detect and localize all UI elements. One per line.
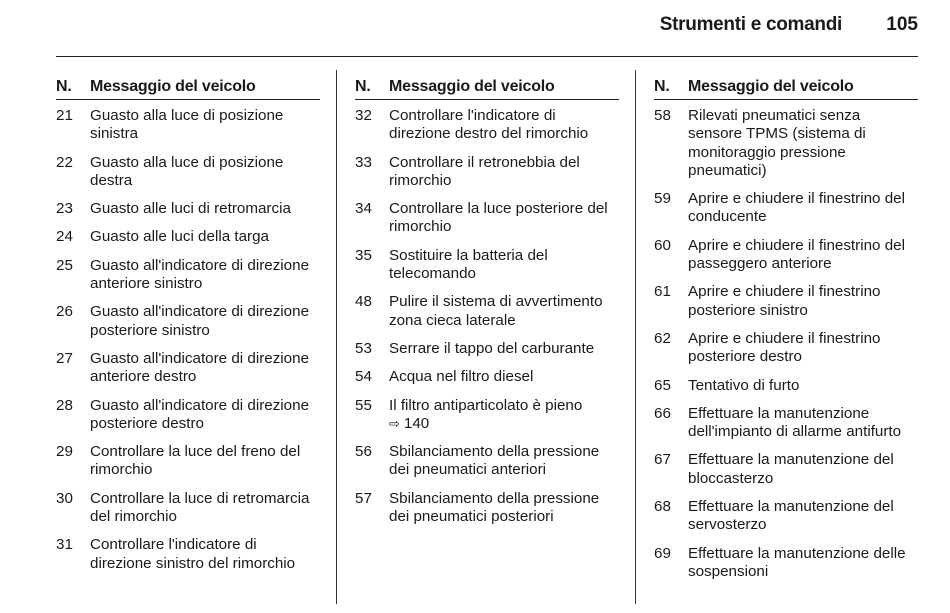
table-row bbox=[355, 340, 619, 358]
message-label: Effettuare la manutenzione delle sospensioni bbox=[688, 544, 906, 580]
message-label: Controllare la luce del freno del rimorchio bbox=[90, 443, 301, 479]
message-text bbox=[389, 154, 619, 191]
table-row bbox=[654, 498, 918, 535]
header-divider bbox=[56, 56, 918, 57]
message-text bbox=[389, 443, 619, 480]
message-text bbox=[688, 190, 918, 227]
table-body bbox=[654, 107, 918, 581]
message-number: 59 bbox=[654, 190, 671, 208]
table-row bbox=[355, 293, 619, 330]
table-row bbox=[654, 545, 918, 582]
message-label: Aprire e chiudere il finestrino posteriore destro bbox=[688, 329, 881, 366]
message-label: Il filtro antiparticolato è pieno bbox=[389, 396, 583, 414]
message-number: 33 bbox=[355, 153, 372, 171]
page-reference-number: 140 bbox=[403, 414, 430, 432]
message-label: Guasto alle luci di retromarcia bbox=[90, 200, 291, 218]
table-body bbox=[355, 107, 619, 526]
message-label: Guasto alla luce di posizione sinistra bbox=[90, 107, 284, 143]
message-text bbox=[90, 397, 320, 434]
message-text bbox=[688, 405, 918, 442]
table-row bbox=[654, 107, 918, 180]
message-number: 24 bbox=[56, 228, 73, 246]
table-row bbox=[355, 200, 619, 237]
message-text bbox=[688, 377, 918, 395]
message-label: Acqua nel filtro diesel bbox=[389, 368, 534, 386]
message-number: 35 bbox=[355, 246, 372, 264]
table-row bbox=[654, 405, 918, 442]
table-row bbox=[654, 451, 918, 488]
message-number: 22 bbox=[56, 153, 73, 171]
message-text bbox=[90, 257, 320, 294]
message-number: 57 bbox=[355, 489, 372, 507]
message-number: 60 bbox=[654, 236, 671, 254]
message-text bbox=[90, 350, 320, 387]
message-number: 28 bbox=[56, 396, 73, 414]
message-table-column-3 bbox=[654, 76, 918, 591]
message-text bbox=[389, 293, 619, 330]
message-label: Guasto alle luci della targa bbox=[90, 228, 269, 246]
message-number: 29 bbox=[56, 443, 73, 461]
table-row bbox=[654, 190, 918, 227]
message-number: 31 bbox=[56, 536, 73, 554]
message-label: Guasto alla luce di posizione destra bbox=[90, 153, 284, 189]
message-label: Tentativo di furto bbox=[688, 376, 800, 394]
message-label: Aprire e chiudere il finestrino del passeggero anteriore bbox=[688, 236, 905, 273]
table-row bbox=[355, 490, 619, 527]
message-text bbox=[389, 107, 619, 144]
table-row bbox=[355, 397, 619, 434]
header-message: Messaggio del veicolo bbox=[389, 78, 555, 95]
table-row bbox=[56, 303, 320, 340]
header-number: N. bbox=[654, 78, 670, 95]
table-row bbox=[56, 200, 320, 218]
message-number: 66 bbox=[654, 404, 671, 422]
message-number: 30 bbox=[56, 489, 73, 507]
arrow-right-icon: ⇨ bbox=[389, 415, 400, 431]
message-label: Guasto all'indicatore di direzione anteriore destro bbox=[90, 349, 310, 386]
message-number: 23 bbox=[56, 200, 73, 218]
table-row bbox=[56, 490, 320, 527]
message-text bbox=[90, 490, 320, 527]
message-text bbox=[90, 536, 320, 573]
message-number: 53 bbox=[355, 339, 372, 357]
message-number: 67 bbox=[654, 451, 671, 469]
message-text bbox=[688, 451, 918, 488]
message-number: 25 bbox=[56, 256, 73, 274]
column-divider bbox=[635, 70, 636, 604]
message-text bbox=[688, 330, 918, 367]
message-label: Pulire il sistema di avvertimento zona cieca laterale bbox=[389, 293, 603, 329]
message-text bbox=[688, 498, 918, 535]
section-title: Strumenti e comandi bbox=[659, 14, 842, 35]
message-label: Aprire e chiudere il finestrino posteriore sinistro bbox=[688, 283, 881, 319]
message-number: 55 bbox=[355, 396, 372, 414]
message-number: 48 bbox=[355, 293, 372, 311]
message-number: 69 bbox=[654, 544, 671, 562]
message-label: Controllare la luce posteriore del rimorchio bbox=[389, 200, 608, 236]
table-header bbox=[56, 76, 320, 100]
message-text bbox=[389, 340, 619, 358]
message-text bbox=[90, 154, 320, 191]
table-row bbox=[56, 257, 320, 294]
header-number: N. bbox=[355, 78, 371, 95]
message-table-column-1 bbox=[56, 76, 320, 583]
table-header bbox=[654, 76, 918, 100]
message-number: 62 bbox=[654, 329, 671, 347]
table-row bbox=[56, 397, 320, 434]
message-text bbox=[688, 283, 918, 320]
message-label: Aprire e chiudere il finestrino del conducente bbox=[688, 190, 905, 226]
table-row bbox=[654, 377, 918, 395]
message-number: 58 bbox=[654, 107, 671, 124]
table-row bbox=[56, 536, 320, 573]
message-text bbox=[90, 107, 320, 144]
message-text bbox=[90, 303, 320, 340]
message-label: Effettuare la manutenzione del bloccasterzo bbox=[688, 451, 894, 487]
message-label: Serrare il tappo del carburante bbox=[389, 339, 595, 357]
message-number: 27 bbox=[56, 349, 73, 367]
message-text bbox=[389, 247, 619, 284]
table-row bbox=[355, 443, 619, 480]
table-row bbox=[654, 237, 918, 274]
message-label: Guasto all'indicatore di direzione anteriore sinistro bbox=[90, 256, 310, 293]
message-label: Controllare il retronebbia del rimorchio bbox=[389, 153, 580, 189]
page-number: 105 bbox=[886, 14, 918, 35]
page-reference[interactable] bbox=[389, 415, 619, 433]
message-label: Sbilanciamento della pressione dei pneumatici posteriori bbox=[389, 489, 600, 526]
message-text bbox=[389, 368, 619, 386]
message-number: 61 bbox=[654, 283, 671, 301]
message-label: Controllare l'indicatore di direzione destro del rimorchio bbox=[389, 107, 589, 143]
message-label: Effettuare la manutenzione dell'impianto di allarme antifurto bbox=[688, 404, 902, 441]
table-row bbox=[56, 350, 320, 387]
header-message: Messaggio del veicolo bbox=[688, 78, 854, 95]
message-text bbox=[688, 545, 918, 582]
table-row bbox=[56, 107, 320, 144]
message-label: Controllare l'indicatore di direzione sinistro del rimorchio bbox=[90, 536, 296, 572]
message-label: Sbilanciamento della pressione dei pneumatici anteriori bbox=[389, 443, 600, 479]
table-row bbox=[56, 154, 320, 191]
page-header bbox=[0, 14, 918, 42]
table-body bbox=[56, 107, 320, 573]
message-number: 34 bbox=[355, 200, 372, 218]
table-row bbox=[654, 330, 918, 367]
table-row bbox=[56, 228, 320, 246]
message-label: Rilevati pneumatici senza sensore TPMS (sistema di monitoraggio pressione pneumatici) bbox=[688, 107, 866, 179]
column-divider bbox=[336, 70, 337, 604]
table-header bbox=[355, 76, 619, 100]
message-number: 32 bbox=[355, 107, 372, 124]
table-row bbox=[56, 443, 320, 480]
table-row bbox=[355, 107, 619, 144]
message-text bbox=[90, 200, 320, 218]
message-number: 65 bbox=[654, 376, 671, 394]
header-message: Messaggio del veicolo bbox=[90, 78, 256, 95]
message-number: 56 bbox=[355, 443, 372, 461]
table-row bbox=[355, 247, 619, 284]
message-text bbox=[688, 237, 918, 274]
message-text bbox=[389, 200, 619, 237]
table-row bbox=[355, 368, 619, 386]
message-number: 21 bbox=[56, 107, 73, 124]
message-text bbox=[389, 397, 619, 434]
message-number: 54 bbox=[355, 368, 372, 386]
message-table-column-2 bbox=[355, 76, 619, 536]
message-label: Controllare la luce di retromarcia del rimorchio bbox=[90, 489, 310, 526]
message-label: Effettuare la manutenzione del servosterzo bbox=[688, 498, 894, 534]
header-number: N. bbox=[56, 78, 72, 95]
message-label: Sostituire la batteria del telecomando bbox=[389, 246, 548, 283]
message-number: 68 bbox=[654, 498, 671, 516]
table-row bbox=[654, 283, 918, 320]
message-text bbox=[389, 490, 619, 527]
message-number: 26 bbox=[56, 303, 73, 321]
message-text bbox=[90, 443, 320, 480]
message-label: Guasto all'indicatore di direzione posteriore destro bbox=[90, 396, 310, 432]
message-label: Guasto all'indicatore di direzione posteriore sinistro bbox=[90, 303, 310, 339]
table-row bbox=[355, 154, 619, 191]
message-text bbox=[688, 107, 918, 180]
message-text bbox=[90, 228, 320, 246]
